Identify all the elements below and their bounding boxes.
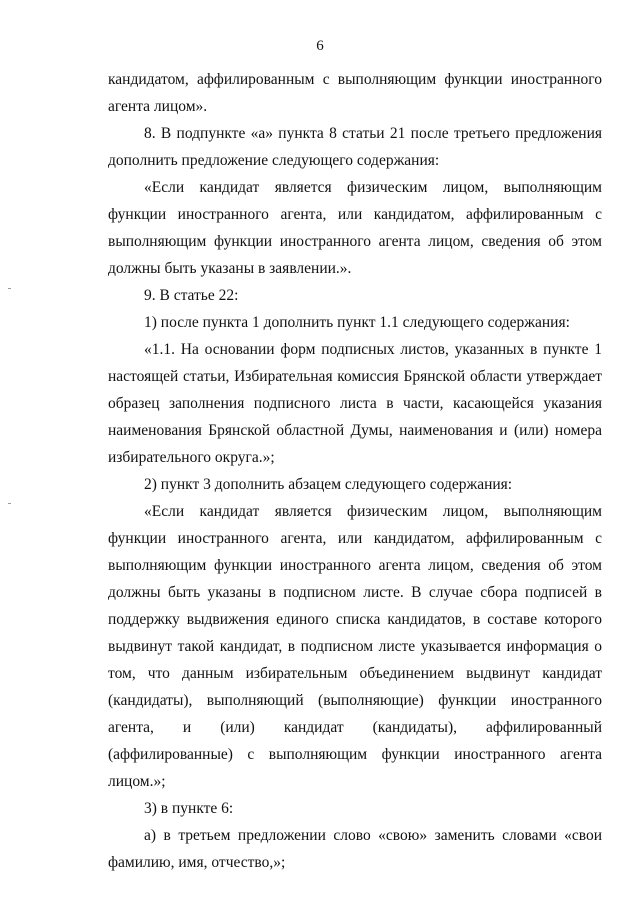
paragraph-5: 1) после пункта 1 дополнить пункт 1.1 следующего содержания: bbox=[144, 314, 570, 331]
paragraph-9: 3) в пункте 6: bbox=[144, 800, 234, 817]
paragraph-2: 8. В подпункте «а» пункта 8 статьи 21 после третьего предложения дополнить предложение следующего содержания: bbox=[108, 125, 602, 169]
document-body bbox=[108, 66, 602, 876]
scan-mark bbox=[8, 503, 11, 504]
page-number: 6 bbox=[316, 38, 324, 54]
paragraph-1: кандидатом, аффилированным с выполняющим функции иностранного агента лицом». bbox=[108, 71, 602, 115]
paragraph-3: «Если кандидат является физическим лицом, выполняющим функции иностранного агента, или кандидатом, аффилированным с выполняющим функции иностранного агента лицом, сведения об этом должны быть указаны в заявлении.». bbox=[108, 179, 602, 277]
scan-mark bbox=[8, 288, 11, 289]
paragraph-6: «1.1. На основании форм подписных листов, указанных в пункте 1 настоящей статьи, Избирательная комиссия Брянской области утверждает образец заполнения подписного листа в части, касающейся указания наименования Брянской областной Думы, наименования и (или) номера избирательного округа.»; bbox=[108, 341, 602, 466]
paragraph-10: а) в третьем предложении слово «свою» заменить словами «свои фамилию, имя, отчество,»; bbox=[108, 827, 602, 871]
paragraph-8: «Если кандидат является физическим лицом, выполняющим функции иностранного агента, или кандидатом, аффилированным с выполняющим функции иностранного агента лицом, сведения об этом должны быть указаны в подписном листе. В случае сбора подписей в поддержку выдвижения единого списка кандидатов, в составе которого выдвинут такой кандидат, в подписном листе указывается информация о том, что данным избирательным объединением выдвинут кандидат (кандидаты), выполняющий (выполняющие) функции иностранного агента, и (или) кандидат (кандидаты), аффилированный (аффилированные) с выполняющим функции иностранного агента лицом.»; bbox=[108, 503, 602, 790]
paragraph-7: 2) пункт 3 дополнить абзацем следующего содержания: bbox=[144, 476, 513, 493]
paragraph-4: 9. В статье 22: bbox=[144, 287, 239, 304]
